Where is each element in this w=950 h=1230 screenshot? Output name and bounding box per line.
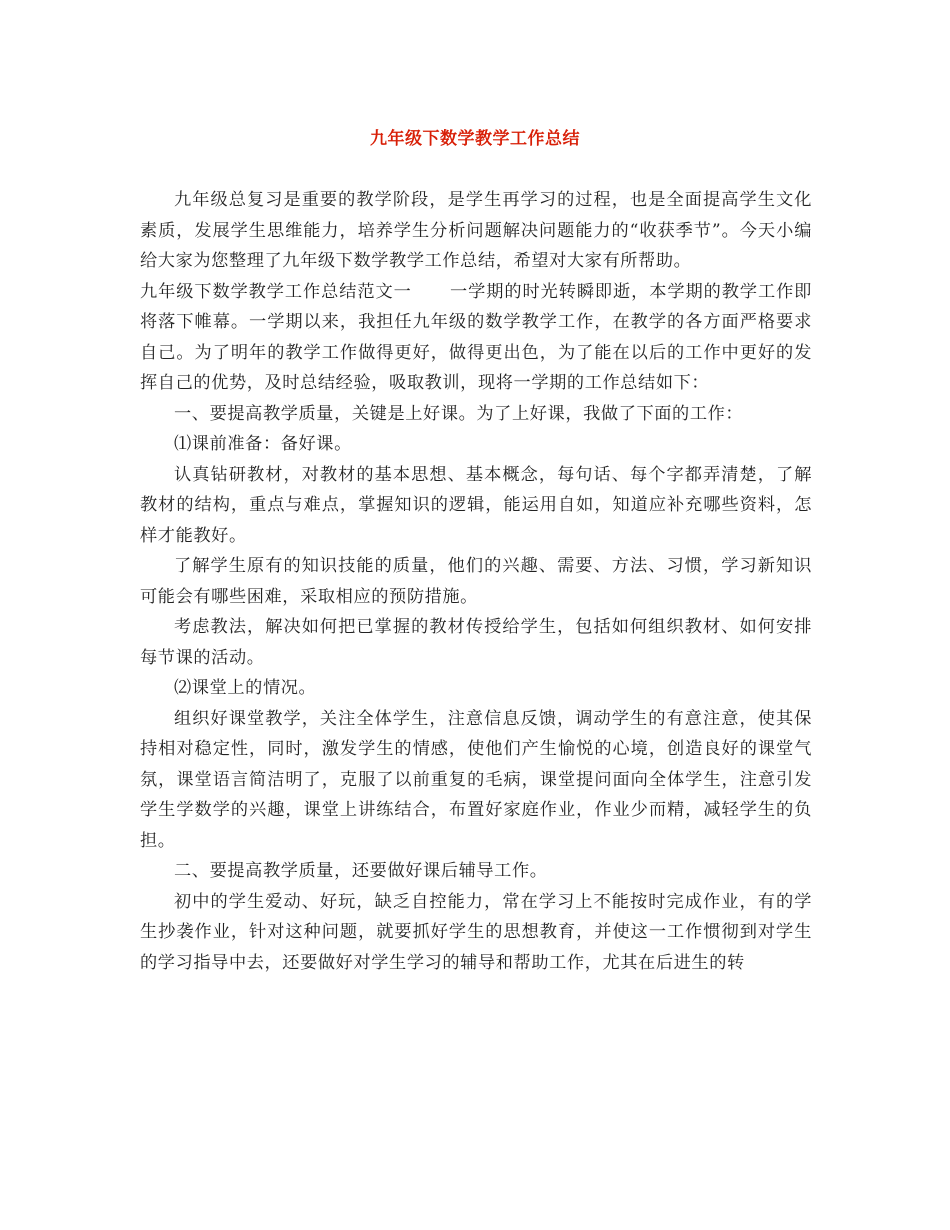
paragraph-summary-one (140, 277, 812, 399)
paragraph-after-class: 初中的学生爱动、好玩，缺乏自控能力，常在学习上不能按时完成作业，有的学生抄袭作业，针对这种问题，就要抓好学生的思想教育，并使这一工作惯彻到对学生的学习指导中去，还要做好对学生学习的辅导和帮助工作，尤其在后进生的转 (140, 891, 812, 973)
paragraph-prep-heading: ⑴课前准备：备好课。 (174, 434, 352, 454)
paragraph-study-materials: 认真钻研教材，对教材的基本思想、基本概念，每句话、每个字都弄清楚，了解教材的结构，重点与难点，掌握知识的逻辑，能运用自如，知道应补充哪些资料，怎样才能教好。 (140, 464, 812, 546)
paragraph-section-one: 一、要提高教学质量，关键是上好课。为了上好课，我做了下面的工作： (174, 403, 744, 424)
paragraph-understand-students: 了解学生原有的知识技能的质量，他们的兴趣、需要、方法、习惯，学习新知识可能会有哪些困难，采取相应的预防措施。 (140, 556, 812, 607)
document-title: 九年级下数学教学工作总结 (370, 129, 580, 149)
paragraph-summary-one-text: 一学期的时光转瞬即逝，本学期的教学工作即将落下帷幕。一学期以来，我担任九年级的数学教学工作，在教学的各方面严格要求自己。为了明年的教学工作做得更好，做得更出色，为了能在以后的工作中更好的发挥自己的优势，及时总结经验，吸取教训，现将一学期的工作总结如下： (140, 281, 812, 393)
paragraph-lead-heading: 九年级下数学教学工作总结范文一 (140, 281, 412, 302)
paragraph-classroom-heading: ⑵课堂上的情况。 (174, 678, 317, 698)
paragraph-classroom-teaching: 组织好课堂教学，关注全体学生，注意信息反馈，调动学生的有意注意，使其保持相对稳定性，同时，激发学生的情感，使他们产生愉悦的心境，创造良好的课堂气氛，课堂语言简洁明了，克服了以前重复的毛病，课堂提问面向全体学生，注意引发学生学数学的兴趣，课堂上讲练结合，布置好家庭作业，作业少而精，减轻学生的负担。 (140, 708, 812, 851)
paragraph-teaching-method: 考虑教法，解决如何把已掌握的教材传授给学生，包括如何组织教材、如何安排每节课的活动。 (140, 617, 812, 668)
paragraph-section-two: 二、要提高教学质量，还要做好课后辅导工作。 (174, 861, 548, 881)
paragraph-intro: 九年级总复习是重要的教学阶段，是学生再学习的过程，也是全面提高学生文化素质，发展学生思维能力，培养学生分析问题解决问题能力的“收获季节”。今天小编给大家为您整理了九年级下数学教学工作总结，希望对大家有所帮助。 (140, 190, 812, 271)
document-body (140, 185, 812, 978)
